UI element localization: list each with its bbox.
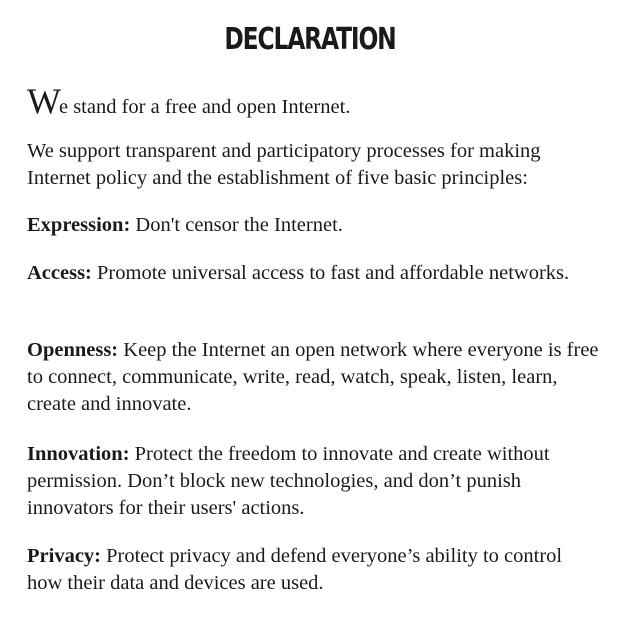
principle-text: Protect the freedom to innovate and create without permission. Don’t block new technologies, and don’t punish innovators for their users' actions. — [27, 443, 550, 519]
principle-term: Innovation: — [27, 443, 130, 465]
principle-text: Don't censor the Internet. — [130, 214, 343, 236]
intro-text: e stand for a free and open Internet. — [58, 96, 351, 118]
principle-privacy — [27, 543, 602, 597]
principle-term: Openness: — [27, 339, 119, 361]
support-paragraph: We support transparent and participatory processes for making Internet policy and the establishment of five basic principles: — [27, 140, 541, 189]
principle-text: Keep the Internet an open network where everyone is free to connect, communicate, write, read, watch, speak, listen, learn, create and innovate. — [27, 339, 599, 415]
principle-innovation — [27, 441, 602, 522]
principle-term: Privacy: — [27, 545, 101, 567]
principle-text: Protect privacy and defend everyone’s ability to control how their data and devices are used. — [27, 545, 563, 594]
principle-term: Expression: — [27, 214, 131, 236]
principle-text: Promote universal access to fast and affordable networks. — [91, 262, 570, 284]
page-title: DECLARATION — [224, 22, 396, 57]
intro-drop-cap: W — [27, 81, 59, 121]
principle-term: Access: — [27, 262, 92, 284]
principle-access — [27, 260, 602, 287]
principle-openness — [27, 337, 602, 418]
principle-expression — [27, 212, 602, 239]
intro-paragraph — [27, 81, 602, 121]
